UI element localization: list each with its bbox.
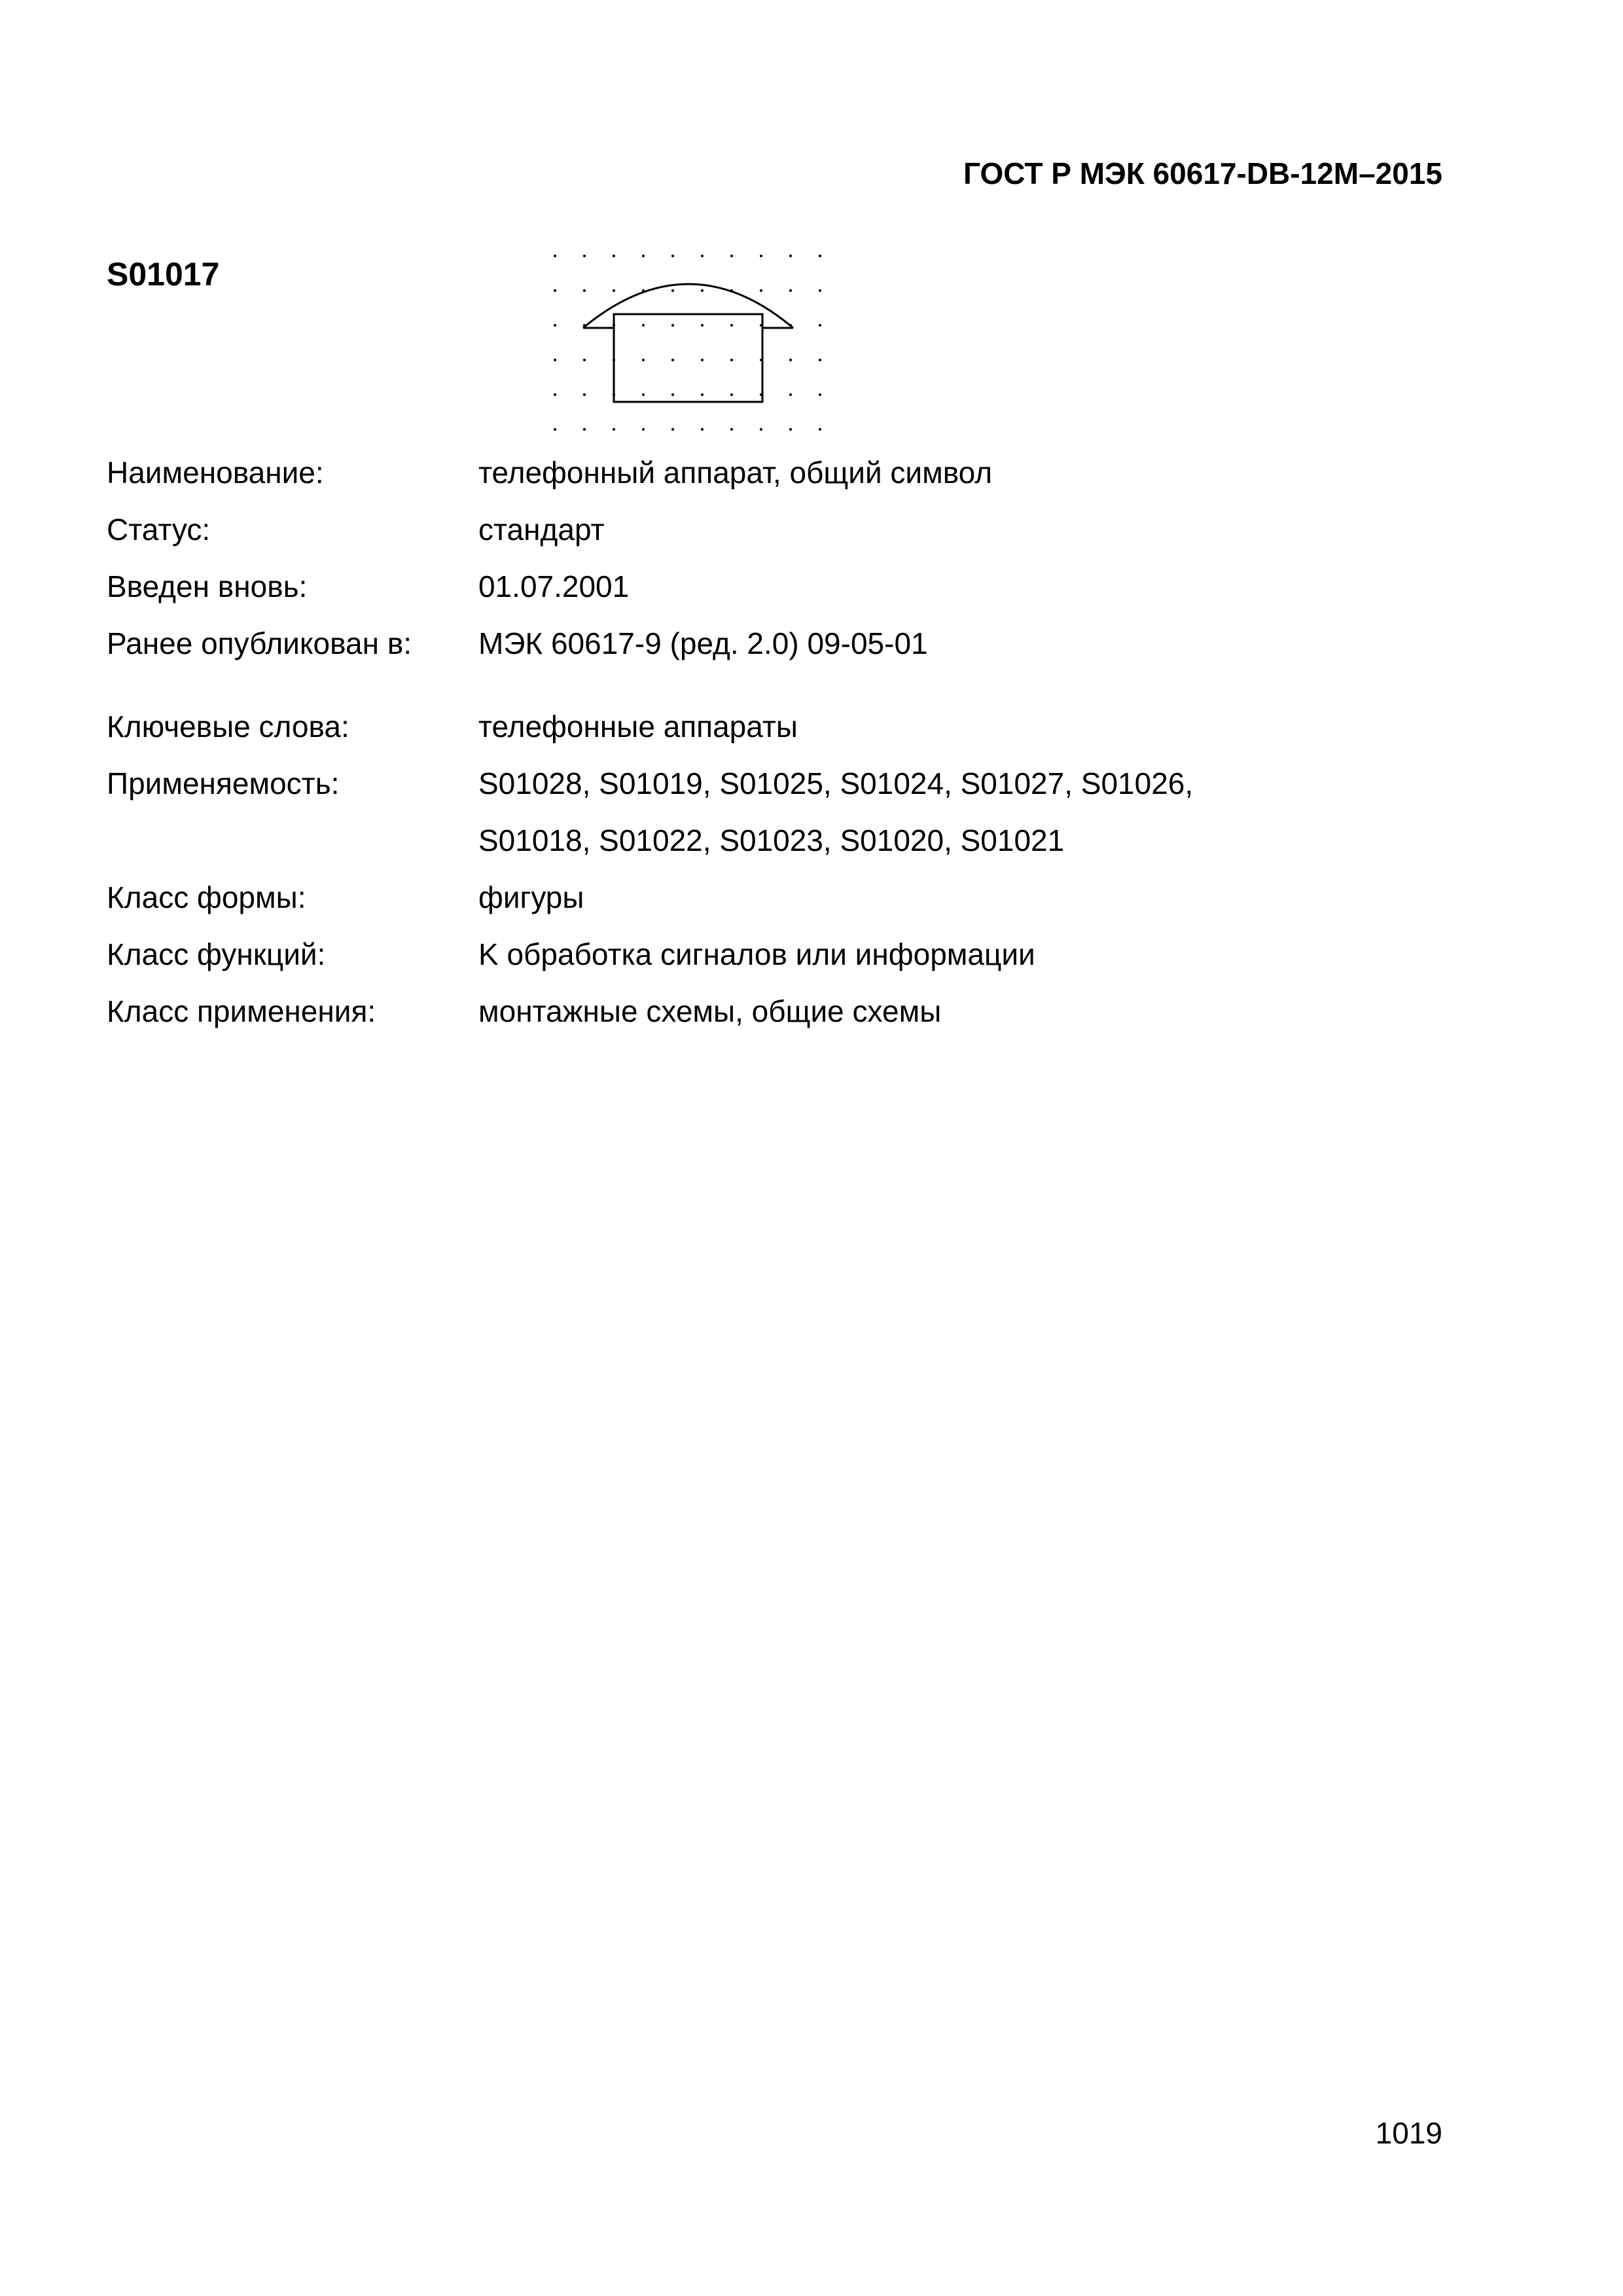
grid-dot <box>730 324 733 327</box>
grid-dot <box>671 324 674 327</box>
grid-dot <box>819 255 821 257</box>
grid-dot <box>760 255 762 257</box>
property-row-applicability <box>107 755 1416 869</box>
grid-dot <box>642 359 645 361</box>
grid-dot <box>554 428 556 431</box>
property-row-status <box>107 501 1416 558</box>
grid-dot <box>789 359 792 361</box>
grid-dot <box>730 428 733 431</box>
grid-dot <box>642 324 645 327</box>
grid-dot <box>701 255 704 257</box>
grid-dot <box>554 289 556 292</box>
grid-dot <box>730 359 733 361</box>
property-value: фигуры <box>478 880 584 914</box>
telephone-body <box>614 314 762 402</box>
property-row-shape-class <box>107 869 1416 926</box>
grid-dot <box>789 428 792 431</box>
property-label: Статус: <box>107 512 211 547</box>
property-row-keywords <box>107 698 1416 755</box>
property-label: Ключевые слова: <box>107 709 349 744</box>
grid-dot <box>642 255 645 257</box>
grid-dots <box>554 255 821 431</box>
applicability-line-2: S01018, S01022, S01023, S01020, S01021 <box>478 823 1065 857</box>
grid-dot <box>554 324 556 327</box>
grid-dot <box>760 428 762 431</box>
applicability-line-1: S01028, S01019, S01025, S01024, S01027, S01026, <box>478 766 1194 800</box>
page-number: 1019 <box>1375 2116 1442 2150</box>
property-row-name <box>107 444 1416 501</box>
grid-dot <box>789 393 792 396</box>
property-value: телефонные аппараты <box>478 709 798 744</box>
grid-dot <box>789 289 792 292</box>
grid-dot <box>819 393 821 396</box>
property-label: Класс применения: <box>107 994 376 1028</box>
grid-dot <box>819 324 821 327</box>
symbol-code: S01017 <box>107 256 220 293</box>
property-value: стандарт <box>478 512 605 547</box>
grid-dot <box>701 324 704 327</box>
grid-dot <box>760 289 762 292</box>
grid-dot <box>730 255 733 257</box>
property-label: Введен вновь: <box>107 569 308 603</box>
grid-dot <box>583 255 586 257</box>
grid-dot <box>819 359 821 361</box>
grid-dot <box>642 428 645 431</box>
grid-dot <box>789 255 792 257</box>
grid-dot <box>701 289 704 292</box>
property-value: 01.07.2001 <box>478 569 630 603</box>
telephone-set-symbol-icon <box>548 251 830 435</box>
grid-dot <box>819 428 821 431</box>
document-header: ГОСТ Р МЭК 60617-DB-12M–2015 <box>963 156 1442 190</box>
grid-dot <box>642 393 645 396</box>
property-row-application-class <box>107 983 1416 1040</box>
property-value: телефонный аппарат, общий символ <box>478 456 993 490</box>
property-value: МЭК 60617-9 (ред. 2.0) 09-05-01 <box>478 626 928 660</box>
property-value: монтажные схемы, общие схемы <box>478 994 942 1028</box>
grid-dot <box>701 428 704 431</box>
grid-dot <box>613 428 615 431</box>
property-label: Наименование: <box>107 456 324 490</box>
grid-dot <box>583 289 586 292</box>
grid-dot <box>613 289 615 292</box>
property-label: Класс формы: <box>107 880 306 914</box>
property-label: Класс функций: <box>107 937 326 971</box>
grid-dot <box>554 359 556 361</box>
grid-dot <box>613 255 615 257</box>
grid-dot <box>583 393 586 396</box>
grid-dot <box>671 393 674 396</box>
grid-dot <box>583 428 586 431</box>
grid-dot <box>701 359 704 361</box>
grid-dot <box>671 289 674 292</box>
property-label: Ранее опубликован в: <box>107 626 412 660</box>
grid-dot <box>730 393 733 396</box>
property-value <box>478 755 1416 869</box>
grid-dot <box>554 393 556 396</box>
property-value: K обработка сигналов или информации <box>478 937 1035 971</box>
grid-dot <box>671 255 674 257</box>
grid-dot <box>819 289 821 292</box>
grid-dot <box>701 393 704 396</box>
grid-dot <box>583 359 586 361</box>
grid-dot <box>554 255 556 257</box>
grid-dot <box>671 428 674 431</box>
property-label: Применяемость: <box>107 766 340 800</box>
property-row-published-in <box>107 615 1416 672</box>
property-row-function-class <box>107 926 1416 983</box>
property-row-introduced <box>107 558 1416 615</box>
grid-dot <box>671 359 674 361</box>
properties-table <box>107 444 1416 1040</box>
